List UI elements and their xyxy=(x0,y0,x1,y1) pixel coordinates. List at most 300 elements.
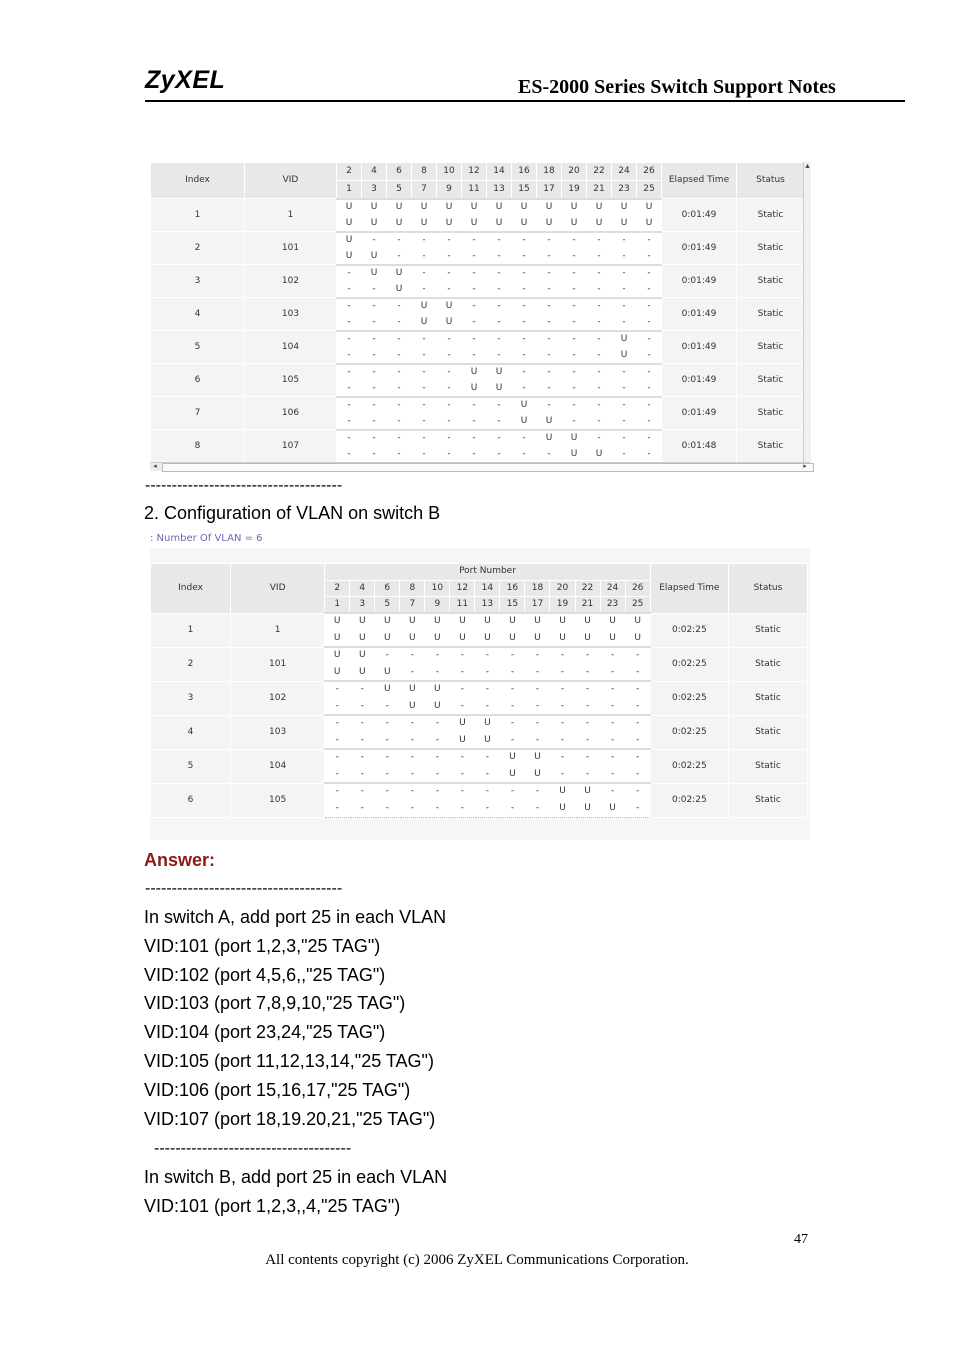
port-status-cell: - xyxy=(587,298,612,315)
port-header: 1 xyxy=(325,597,350,614)
port-status-cell: - xyxy=(512,248,537,265)
row-index: 2 xyxy=(151,232,245,265)
port-status-cell: U xyxy=(362,215,387,232)
port-status-cell: - xyxy=(625,664,650,681)
port-header: 11 xyxy=(450,597,475,614)
row-index: 3 xyxy=(151,265,245,298)
port-status-cell: - xyxy=(337,380,362,397)
port-status-cell: U xyxy=(500,630,525,647)
port-status-cell: - xyxy=(437,265,462,282)
port-status-cell: - xyxy=(637,380,662,397)
port-status-cell: - xyxy=(450,647,475,664)
port-status-cell: - xyxy=(575,664,600,681)
port-status-cell: - xyxy=(637,347,662,364)
port-status-cell: - xyxy=(325,800,350,817)
row-elapsed-time: 0:01:49 xyxy=(662,331,737,364)
port-status-cell: - xyxy=(425,647,450,664)
port-status-cell: - xyxy=(500,647,525,664)
port-status-cell: - xyxy=(562,347,587,364)
document-title: ES-2000 Series Switch Support Notes xyxy=(518,76,836,98)
table-row xyxy=(151,364,805,381)
table-row xyxy=(151,232,805,249)
header-elapsed-time: Elapsed Time xyxy=(650,564,728,614)
port-status-cell: - xyxy=(337,397,362,414)
port-header: 23 xyxy=(600,597,625,614)
vlan-table-switch-a xyxy=(150,162,805,463)
port-status-cell: - xyxy=(450,783,475,800)
port-status-cell: - xyxy=(587,248,612,265)
row-index: 4 xyxy=(151,715,231,749)
row-status: Static xyxy=(737,397,805,430)
port-status-cell: U xyxy=(562,199,587,216)
port-status-cell: - xyxy=(387,413,412,430)
port-status-cell: - xyxy=(450,681,475,698)
port-status-cell: - xyxy=(600,766,625,783)
port-status-cell: U xyxy=(387,199,412,216)
port-status-cell: U xyxy=(512,199,537,216)
answer-line: In switch B, add port 25 in each VLAN xyxy=(144,1167,448,1187)
port-status-cell: U xyxy=(350,664,375,681)
port-status-cell: - xyxy=(612,298,637,315)
port-status-cell: U xyxy=(325,630,350,647)
port-status-cell: - xyxy=(487,298,512,315)
port-status-cell: U xyxy=(412,199,437,216)
port-status-cell: - xyxy=(612,413,637,430)
port-status-cell: - xyxy=(462,281,487,298)
port-header: 8 xyxy=(412,163,437,181)
port-status-cell: - xyxy=(600,715,625,732)
horizontal-scrollbar[interactable] xyxy=(150,462,810,471)
port-status-cell: - xyxy=(562,281,587,298)
port-status-cell: - xyxy=(612,430,637,447)
row-elapsed-time: 0:02:25 xyxy=(650,681,728,715)
port-status-cell: - xyxy=(575,681,600,698)
port-header: 1 xyxy=(337,181,362,199)
port-status-cell: - xyxy=(462,413,487,430)
port-status-cell: - xyxy=(350,783,375,800)
port-status-cell: - xyxy=(337,364,362,381)
port-status-cell: - xyxy=(512,265,537,282)
port-status-cell: U xyxy=(500,766,525,783)
port-status-cell: U xyxy=(425,613,450,630)
port-status-cell: U xyxy=(387,281,412,298)
row-elapsed-time: 0:01:49 xyxy=(662,397,737,430)
port-status-cell: - xyxy=(612,314,637,331)
port-header: 9 xyxy=(437,181,462,199)
port-header: 26 xyxy=(637,163,662,181)
port-header: 13 xyxy=(475,597,500,614)
separator-line: ------------------------------------- xyxy=(145,477,343,494)
copyright-footer: All contents copyright (c) 2006 ZyXEL Communications Corporation. xyxy=(265,1252,689,1268)
port-status-cell: - xyxy=(525,732,550,749)
port-status-cell: - xyxy=(512,331,537,348)
port-header: 17 xyxy=(537,181,562,199)
vlan-count-label: : Number Of VLAN = 6 xyxy=(150,533,263,544)
port-status-cell: - xyxy=(475,783,500,800)
port-status-cell: - xyxy=(550,766,575,783)
port-status-cell: - xyxy=(487,430,512,447)
port-status-cell: - xyxy=(325,732,350,749)
table-row xyxy=(151,783,808,800)
port-status-cell: - xyxy=(637,430,662,447)
separator-line: ------------------------------------- xyxy=(154,1140,352,1157)
port-status-cell: - xyxy=(362,281,387,298)
scrollbar-thumb[interactable] xyxy=(162,463,814,472)
port-header: 4 xyxy=(350,580,375,597)
port-status-cell: - xyxy=(475,698,500,715)
port-status-cell: - xyxy=(612,248,637,265)
port-status-cell: U xyxy=(537,430,562,447)
port-status-cell: U xyxy=(537,215,562,232)
port-status-cell: - xyxy=(412,248,437,265)
port-status-cell: - xyxy=(437,232,462,249)
answer-line: VID:106 (port 15,16,17,"25 TAG") xyxy=(144,1079,411,1100)
port-status-cell: - xyxy=(462,397,487,414)
port-header: 13 xyxy=(487,181,512,199)
port-status-cell: - xyxy=(387,347,412,364)
port-status-cell: - xyxy=(350,749,375,766)
port-status-cell: U xyxy=(425,698,450,715)
header-index: Index xyxy=(151,163,245,199)
port-status-cell: - xyxy=(550,715,575,732)
port-status-cell: - xyxy=(587,413,612,430)
port-status-cell: U xyxy=(550,630,575,647)
section-b-title: 2. Configuration of VLAN on switch B xyxy=(144,503,441,523)
port-status-cell: - xyxy=(387,430,412,447)
port-status-cell: - xyxy=(637,265,662,282)
port-header: 6 xyxy=(387,163,412,181)
header-vid: VID xyxy=(231,564,325,614)
port-status-cell: U xyxy=(575,630,600,647)
port-header: 25 xyxy=(637,181,662,199)
port-status-cell: - xyxy=(537,314,562,331)
port-status-cell: U xyxy=(450,630,475,647)
port-status-cell: - xyxy=(575,698,600,715)
port-status-cell: - xyxy=(487,314,512,331)
port-status-cell: U xyxy=(375,613,400,630)
table-row xyxy=(151,397,805,414)
port-header: 19 xyxy=(562,181,587,199)
port-status-cell: U xyxy=(550,613,575,630)
port-status-cell: - xyxy=(637,281,662,298)
port-header: 14 xyxy=(487,163,512,181)
port-status-cell: U xyxy=(525,630,550,647)
header-elapsed-time: Elapsed Time xyxy=(662,163,737,199)
port-status-cell: U xyxy=(562,215,587,232)
port-status-cell: U xyxy=(337,248,362,265)
table-row xyxy=(151,715,808,732)
port-status-cell: - xyxy=(612,281,637,298)
port-status-cell: - xyxy=(462,298,487,315)
row-status: Static xyxy=(737,364,805,397)
port-status-cell: U xyxy=(375,630,400,647)
port-status-cell: - xyxy=(537,248,562,265)
row-elapsed-time: 0:02:25 xyxy=(650,783,728,817)
port-status-cell: U xyxy=(600,800,625,817)
port-status-cell: - xyxy=(600,783,625,800)
port-status-cell: - xyxy=(537,364,562,381)
port-status-cell: - xyxy=(387,232,412,249)
row-elapsed-time: 0:01:49 xyxy=(662,298,737,331)
port-status-cell: - xyxy=(587,380,612,397)
port-status-cell: U xyxy=(612,199,637,216)
port-header: 7 xyxy=(412,181,437,199)
port-status-cell: - xyxy=(412,347,437,364)
port-status-cell: - xyxy=(587,265,612,282)
port-status-cell: - xyxy=(562,331,587,348)
port-status-cell: - xyxy=(437,248,462,265)
port-status-cell: U xyxy=(512,215,537,232)
port-status-cell: U xyxy=(562,446,587,463)
port-status-cell: U xyxy=(512,397,537,414)
port-status-cell: - xyxy=(512,281,537,298)
port-header: 12 xyxy=(462,163,487,181)
table-row xyxy=(151,613,808,630)
row-index: 4 xyxy=(151,298,245,331)
port-status-cell: - xyxy=(575,647,600,664)
port-status-cell: U xyxy=(575,613,600,630)
port-status-cell: - xyxy=(362,232,387,249)
port-status-cell: U xyxy=(600,613,625,630)
port-status-cell: - xyxy=(412,364,437,381)
port-status-cell: U xyxy=(387,265,412,282)
port-status-cell: - xyxy=(487,397,512,414)
port-status-cell: - xyxy=(387,314,412,331)
row-status: Static xyxy=(737,232,805,265)
row-elapsed-time: 0:01:49 xyxy=(662,232,737,265)
port-header: 16 xyxy=(500,580,525,597)
port-status-cell: - xyxy=(362,413,387,430)
row-elapsed-time: 0:02:25 xyxy=(650,647,728,681)
port-status-cell: - xyxy=(400,732,425,749)
port-status-cell: U xyxy=(437,199,462,216)
port-status-cell: - xyxy=(625,749,650,766)
port-status-cell: - xyxy=(587,331,612,348)
row-vid: 103 xyxy=(231,715,325,749)
port-status-cell: - xyxy=(625,681,650,698)
port-header: 24 xyxy=(600,580,625,597)
port-status-cell: - xyxy=(412,430,437,447)
port-status-cell: - xyxy=(500,698,525,715)
answer-heading: Answer: xyxy=(144,850,216,870)
port-status-cell: - xyxy=(412,331,437,348)
port-status-cell: - xyxy=(400,749,425,766)
port-status-cell: U xyxy=(637,199,662,216)
port-header: 23 xyxy=(612,181,637,199)
scroll-up-icon[interactable]: ▲ xyxy=(804,163,811,170)
port-status-cell: - xyxy=(625,766,650,783)
port-status-cell: U xyxy=(625,630,650,647)
row-vid: 102 xyxy=(231,681,325,715)
port-status-cell: - xyxy=(587,397,612,414)
port-status-cell: - xyxy=(375,698,400,715)
port-status-cell: - xyxy=(475,766,500,783)
port-status-cell: U xyxy=(350,647,375,664)
port-status-cell: - xyxy=(475,800,500,817)
vertical-scrollbar[interactable] xyxy=(803,162,811,462)
row-vid: 1 xyxy=(231,613,325,647)
port-status-cell: - xyxy=(625,732,650,749)
port-status-cell: - xyxy=(387,248,412,265)
vlan-table-switch-b xyxy=(150,563,808,818)
port-header: 14 xyxy=(475,580,500,597)
table-row xyxy=(151,298,805,315)
port-status-cell: - xyxy=(412,265,437,282)
port-status-cell: - xyxy=(637,397,662,414)
row-status: Static xyxy=(728,715,807,749)
port-status-cell: - xyxy=(337,347,362,364)
port-status-cell: - xyxy=(437,331,462,348)
port-status-cell: U xyxy=(537,413,562,430)
port-status-cell: - xyxy=(437,446,462,463)
port-status-cell: - xyxy=(412,446,437,463)
port-status-cell: - xyxy=(437,347,462,364)
port-status-cell: - xyxy=(612,397,637,414)
port-status-cell: U xyxy=(362,248,387,265)
port-status-cell: - xyxy=(337,298,362,315)
row-index: 1 xyxy=(151,199,245,232)
port-status-cell: - xyxy=(487,232,512,249)
port-header: 15 xyxy=(500,597,525,614)
port-status-cell: - xyxy=(637,446,662,463)
port-status-cell: - xyxy=(350,698,375,715)
port-status-cell: U xyxy=(637,215,662,232)
port-status-cell: - xyxy=(437,397,462,414)
table-row xyxy=(151,265,805,282)
port-status-cell: - xyxy=(512,446,537,463)
port-header: 3 xyxy=(350,597,375,614)
port-header: 7 xyxy=(400,597,425,614)
port-header: 5 xyxy=(387,181,412,199)
port-status-cell: - xyxy=(487,347,512,364)
port-status-cell: - xyxy=(362,380,387,397)
port-status-cell: - xyxy=(625,698,650,715)
port-status-cell: - xyxy=(437,430,462,447)
port-status-cell: U xyxy=(400,630,425,647)
port-header: 22 xyxy=(587,163,612,181)
row-status: Static xyxy=(728,647,807,681)
port-header: 15 xyxy=(512,181,537,199)
port-status-cell: U xyxy=(450,732,475,749)
port-header: 18 xyxy=(525,580,550,597)
header-status: Status xyxy=(728,564,807,614)
port-status-cell: - xyxy=(475,647,500,664)
port-status-cell: - xyxy=(600,647,625,664)
row-vid: 102 xyxy=(245,265,337,298)
port-status-cell: U xyxy=(425,630,450,647)
port-status-cell: - xyxy=(587,232,612,249)
port-status-cell: - xyxy=(525,647,550,664)
port-status-cell: - xyxy=(400,783,425,800)
row-vid: 105 xyxy=(231,783,325,817)
port-header: 19 xyxy=(550,597,575,614)
row-vid: 107 xyxy=(245,430,337,463)
table-row xyxy=(151,647,808,664)
port-status-cell: - xyxy=(400,800,425,817)
row-elapsed-time: 0:01:49 xyxy=(662,364,737,397)
port-status-cell: - xyxy=(450,800,475,817)
port-status-cell: - xyxy=(537,380,562,397)
port-status-cell: - xyxy=(550,732,575,749)
scroll-right-icon[interactable]: ▸ xyxy=(803,463,807,470)
port-status-cell: - xyxy=(587,281,612,298)
port-header: 18 xyxy=(537,163,562,181)
row-vid: 101 xyxy=(245,232,337,265)
port-status-cell: - xyxy=(412,232,437,249)
port-status-cell: - xyxy=(550,749,575,766)
port-status-cell: - xyxy=(400,766,425,783)
port-status-cell: U xyxy=(462,199,487,216)
port-header: 22 xyxy=(575,580,600,597)
port-status-cell: - xyxy=(362,347,387,364)
port-status-cell: - xyxy=(362,446,387,463)
port-status-cell: - xyxy=(512,380,537,397)
port-header: 4 xyxy=(362,163,387,181)
port-status-cell: - xyxy=(375,647,400,664)
port-status-cell: - xyxy=(362,430,387,447)
port-status-cell: - xyxy=(525,698,550,715)
port-header: 21 xyxy=(575,597,600,614)
port-status-cell: - xyxy=(425,749,450,766)
port-status-cell: U xyxy=(525,613,550,630)
port-status-cell: U xyxy=(587,199,612,216)
answer-line: VID:104 (port 23,24,"25 TAG") xyxy=(144,1022,386,1043)
port-status-cell: - xyxy=(587,347,612,364)
port-status-cell: - xyxy=(362,397,387,414)
port-status-cell: U xyxy=(550,783,575,800)
port-status-cell: - xyxy=(387,380,412,397)
port-status-cell: - xyxy=(462,347,487,364)
port-status-cell: - xyxy=(400,647,425,664)
port-status-cell: - xyxy=(462,265,487,282)
port-status-cell: - xyxy=(500,664,525,681)
port-status-cell: - xyxy=(637,248,662,265)
port-status-cell: - xyxy=(525,783,550,800)
port-status-cell: - xyxy=(600,681,625,698)
table-row xyxy=(151,430,805,447)
port-status-cell: - xyxy=(562,314,587,331)
port-header: 20 xyxy=(562,163,587,181)
port-status-cell: - xyxy=(325,749,350,766)
row-status: Static xyxy=(728,613,807,647)
port-status-cell: - xyxy=(362,331,387,348)
port-status-cell: - xyxy=(350,681,375,698)
port-header: 11 xyxy=(462,181,487,199)
port-status-cell: - xyxy=(375,732,400,749)
port-status-cell: - xyxy=(512,314,537,331)
row-vid: 106 xyxy=(245,397,337,430)
port-status-cell: - xyxy=(475,664,500,681)
port-status-cell: - xyxy=(562,413,587,430)
zyxel-logo: ZyXEL xyxy=(145,66,226,94)
table-row xyxy=(151,749,808,766)
row-elapsed-time: 0:02:25 xyxy=(650,749,728,783)
row-elapsed-time: 0:01:48 xyxy=(662,430,737,463)
scroll-left-icon[interactable]: ◂ xyxy=(153,463,157,470)
port-status-cell: - xyxy=(625,800,650,817)
port-status-cell: - xyxy=(550,664,575,681)
port-status-cell: - xyxy=(337,314,362,331)
port-status-cell: - xyxy=(450,698,475,715)
table-row xyxy=(151,199,805,216)
port-status-cell: - xyxy=(425,800,450,817)
port-status-cell: - xyxy=(537,331,562,348)
row-status: Static xyxy=(737,331,805,364)
port-status-cell: - xyxy=(525,664,550,681)
row-status: Static xyxy=(737,265,805,298)
port-status-cell: U xyxy=(350,613,375,630)
port-status-cell: - xyxy=(637,314,662,331)
